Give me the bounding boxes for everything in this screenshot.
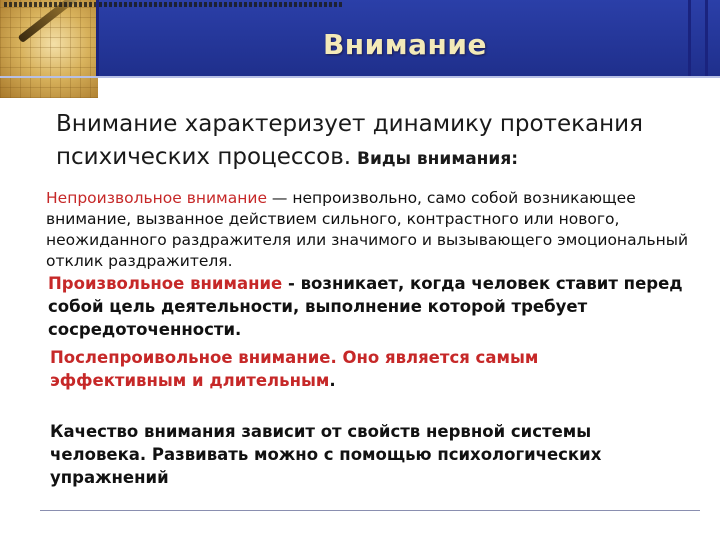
- paragraph-post-voluntary: [50, 346, 670, 392]
- term-involuntary: Непроизвольное внимание: [46, 189, 267, 207]
- header-divider-far-right: [705, 0, 708, 76]
- lead-text: [56, 108, 696, 176]
- header-top-strip: [0, 0, 720, 16]
- header-rule: [0, 76, 720, 78]
- slide-title: Внимание: [322, 28, 488, 61]
- paragraph-post-voluntary-text: .: [329, 371, 336, 390]
- header-divider-right: [688, 0, 691, 76]
- paragraph-voluntary: [48, 272, 698, 341]
- lead-small: Виды внимания:: [351, 149, 519, 169]
- footer-rule: [40, 510, 700, 511]
- term-voluntary: Произвольное внимание: [48, 274, 283, 293]
- paragraph-voluntary-text: - возникает, когда человек ставит перед собой цель деятельности, выполнение которой требует сосредоточенности.: [48, 274, 683, 339]
- paragraph-involuntary: [46, 188, 696, 272]
- header-divider-left: [96, 0, 99, 76]
- term-post-voluntary: Послепроивольное внимание. Оно является самым эффективным и длительным: [50, 348, 539, 390]
- lead-main: Внимание характеризует динамику протекания психических процессов.: [56, 111, 643, 170]
- paragraph-involuntary-text: — непроизвольно, само собой возникающее внимание, вызванное действием сильного, контрастного или нового, неожиданного раздражителя или значимого и вызывающего эмоциональный отклик раздражителя.: [46, 189, 689, 270]
- paragraph-quality: Качество внимания зависит от свойств нервной системы человека. Развивать можно с помощью психологических упражнений: [50, 422, 602, 487]
